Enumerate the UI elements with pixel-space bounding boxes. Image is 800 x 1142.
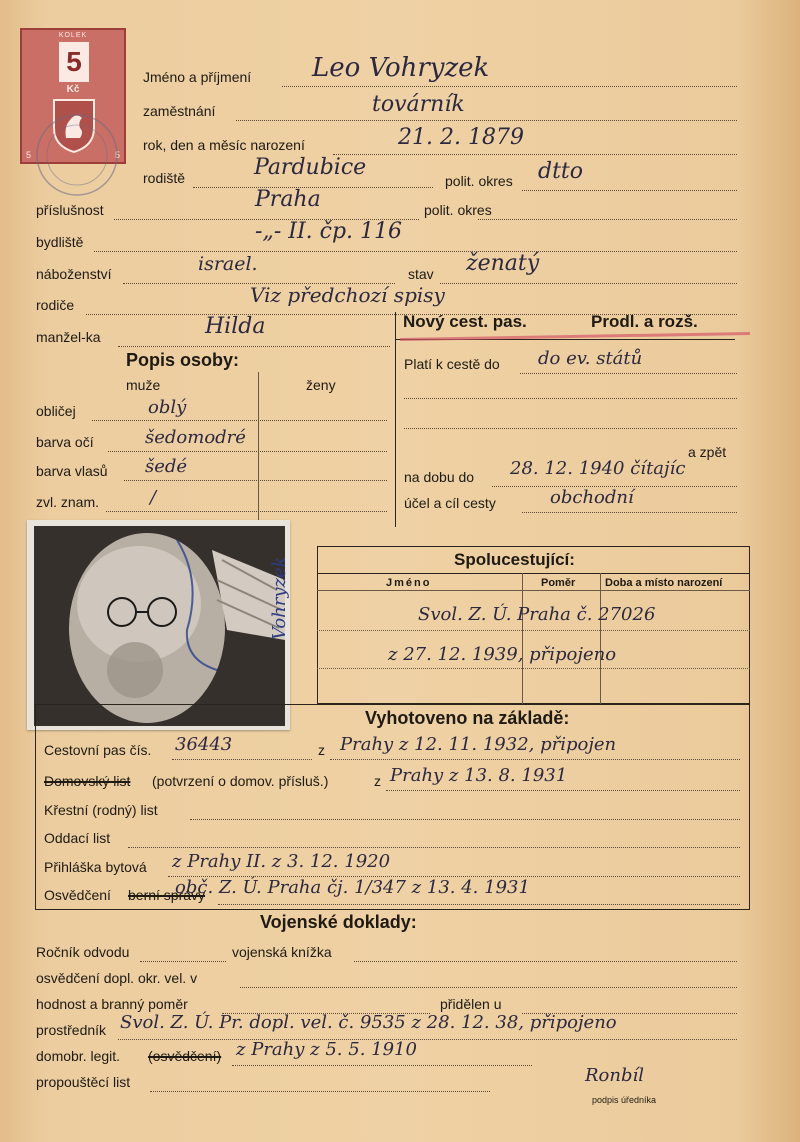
passport-box-left-border [395,312,396,527]
face-value: oblý [148,397,187,418]
occupation-label: zaměstnání [143,103,216,119]
hair-color-label: barva vlasů [36,463,108,479]
parents-label: rodiče [36,297,75,313]
companions-col-birth: Doba a místo narození [605,577,723,589]
purpose-value: obchodní [550,487,634,508]
birth-date-line [333,154,737,155]
return-label: a zpět [688,444,727,460]
companions-entry-line-1: Svol. Z. Ú. Praha č. 27026 [418,604,656,625]
basis-birth-cert-label: Křestní (rodný) list [44,802,158,818]
residence-line [94,251,737,252]
name-value: Leo Vohryzek [312,53,490,83]
eye-color-label: barva očí [36,434,94,450]
official-signature-label: podpis úředníka [592,1095,657,1105]
basis-marriage-line [128,847,740,848]
military-assigned-label: přidělen u [440,996,502,1012]
name-line [282,86,737,87]
duration-label: na dobu do [404,469,475,485]
hair-color-value: šedé [145,456,188,477]
residence-value: -„- II. čp. 116 [255,219,403,244]
description-divider [258,372,259,522]
citizenship-district-label: polit. okres [424,202,492,218]
special-marks-line [106,511,387,512]
religion-label: náboženství [36,266,112,282]
basis-certificate-label: Osvědčení [44,887,111,903]
basis-registration-value: z Prahy II. z 3. 12. 1920 [172,851,391,872]
stamp-corner-right: 5 [114,150,120,160]
stamp-corner-left: 5 [26,150,32,160]
companions-col-name: Jméno [386,577,432,589]
basis-domicile-label-struck: Domovský list [44,773,131,789]
occupation-value: továrník [372,92,465,117]
military-legit-label-struck: (osvědčení) [148,1048,222,1064]
citizenship-district-line [478,219,737,220]
military-year-line [140,961,226,962]
companions-row-rule-1 [317,630,750,631]
basis-domicile-from: z [374,773,381,789]
eye-color-value: šedomodré [145,427,246,448]
status-value: ženatý [466,251,540,276]
special-marks-value: / [150,487,157,508]
military-heading: Vojenské doklady: [260,912,417,932]
basis-domicile-label: (potvrzení o domov. přísluš.) [152,773,329,789]
religion-value: israel. [198,253,258,275]
companions-heading: Spolucestující: [454,550,575,569]
military-intermediary-value: Svol. Z. Ú. Pr. dopl. vel. č. 9535 z 28. 12. 38, připojeno [120,1012,617,1033]
basis-birth-cert-line [190,819,740,820]
basis-passport-from: z [318,742,325,758]
status-label: stav [408,266,434,282]
military-intermediary-line [118,1039,737,1040]
duration-value: 28. 12. 1940 čítajíc [510,458,686,479]
face-line [92,420,387,421]
military-discharge-label: propouštěcí list [36,1074,131,1090]
basis-heading: Vyhotoveno na základě: [365,708,570,728]
spouse-value: Hilda [205,314,266,339]
eye-color-line [108,451,387,452]
portrait-image [27,520,290,730]
military-book-line [354,961,737,962]
military-legit-label: domobr. legit. [36,1048,121,1064]
basis-domicile-line [386,790,740,791]
valid-for-value: do ev. států [538,348,643,369]
name-label: Jméno a příjmení [143,69,252,85]
valid-for-line-2 [404,398,737,399]
birth-date-label: rok, den a měsíc narození [143,137,305,153]
companions-row-rule-2 [317,668,750,669]
military-rank-label: hodnost a branný poměr [36,996,188,1012]
military-year-label: Ročník odvodu [36,944,130,960]
special-marks-label: zvl. znam. [36,494,100,510]
applicant-photo [27,520,290,730]
companions-col-divider-1 [522,573,523,704]
face-label: obličej [36,403,76,419]
spouse-label: manžel-ka [36,329,101,345]
hair-color-line [124,480,387,481]
description-col-female: ženy [306,377,336,393]
basis-certificate-line [218,904,740,905]
basis-registration-label: Přihláška bytová [44,859,147,875]
basis-certificate-value: obč. Z. Ú. Praha čj. 1/347 z 13. 4. 1931 [175,877,530,898]
military-discharge-line [150,1091,490,1092]
round-postmark-icon [22,110,132,200]
companions-col-relation: Poměr [541,577,576,589]
residence-label: bydliště [36,234,84,250]
citizenship-label: příslušnost [36,202,104,218]
citizenship-value: Praha [255,187,321,212]
basis-domicile-value: Prahy z 13. 8. 1931 [390,765,568,786]
military-certificate-line [240,987,737,988]
spouse-line [118,346,390,347]
basis-passport-value: Prahy z 12. 11. 1932, připojen [340,734,617,755]
purpose-line [522,512,737,513]
military-legit-line [232,1065,532,1066]
basis-passport-line-b [330,759,740,760]
occupation-line [236,120,737,121]
status-line [440,283,737,284]
purpose-label: účel a cíl cesty [404,495,496,511]
official-signature: Ronbíl [585,1065,645,1086]
new-passport-heading: Nový cest. pas. [403,312,527,331]
description-col-male: muže [126,377,161,393]
basis-marriage-label: Oddací list [44,830,111,846]
valid-for-line-3 [404,428,737,429]
birth-district-label: polit. okres [445,173,513,189]
renewal-heading: Prodl. a rozš. [591,312,698,331]
photo-signature: Vohryzek [269,556,290,640]
military-certificate-label: osvědčení dopl. okr. vel. v [36,970,198,986]
basis-passport-number: 36443 [175,734,233,755]
companions-entry-line-2: z 27. 12. 1939, připojeno [388,644,617,665]
stamp-top-text: KOLEK [58,32,88,39]
military-book-label: vojenská knížka [232,944,332,960]
valid-for-label: Platí k cestě do [404,356,500,372]
companions-col-divider-2 [600,573,601,704]
companions-header-rule [317,590,750,591]
stamp-unit: Kč [66,84,80,95]
companions-heading-rule [317,573,750,574]
basis-certificate-label-struck: berní správy [128,887,206,903]
birthplace-value: Pardubice [254,155,367,180]
parents-value: Viz předchozí spisy [250,283,445,307]
birth-district-value: dtto [538,159,584,184]
valid-for-line [520,373,737,374]
military-legit-value: z Prahy z 5. 5. 1910 [236,1039,417,1060]
birth-district-line [522,190,737,191]
basis-passport-line-a [172,759,312,760]
stamp-value: 5 [59,42,89,82]
birth-date-value: 21. 2. 1879 [398,125,524,150]
birthplace-label: rodiště [143,170,186,186]
basis-passport-label: Cestovní pas čís. [44,742,152,758]
military-intermediary-label: prostředník [36,1022,107,1038]
description-heading: Popis osoby: [126,350,240,370]
